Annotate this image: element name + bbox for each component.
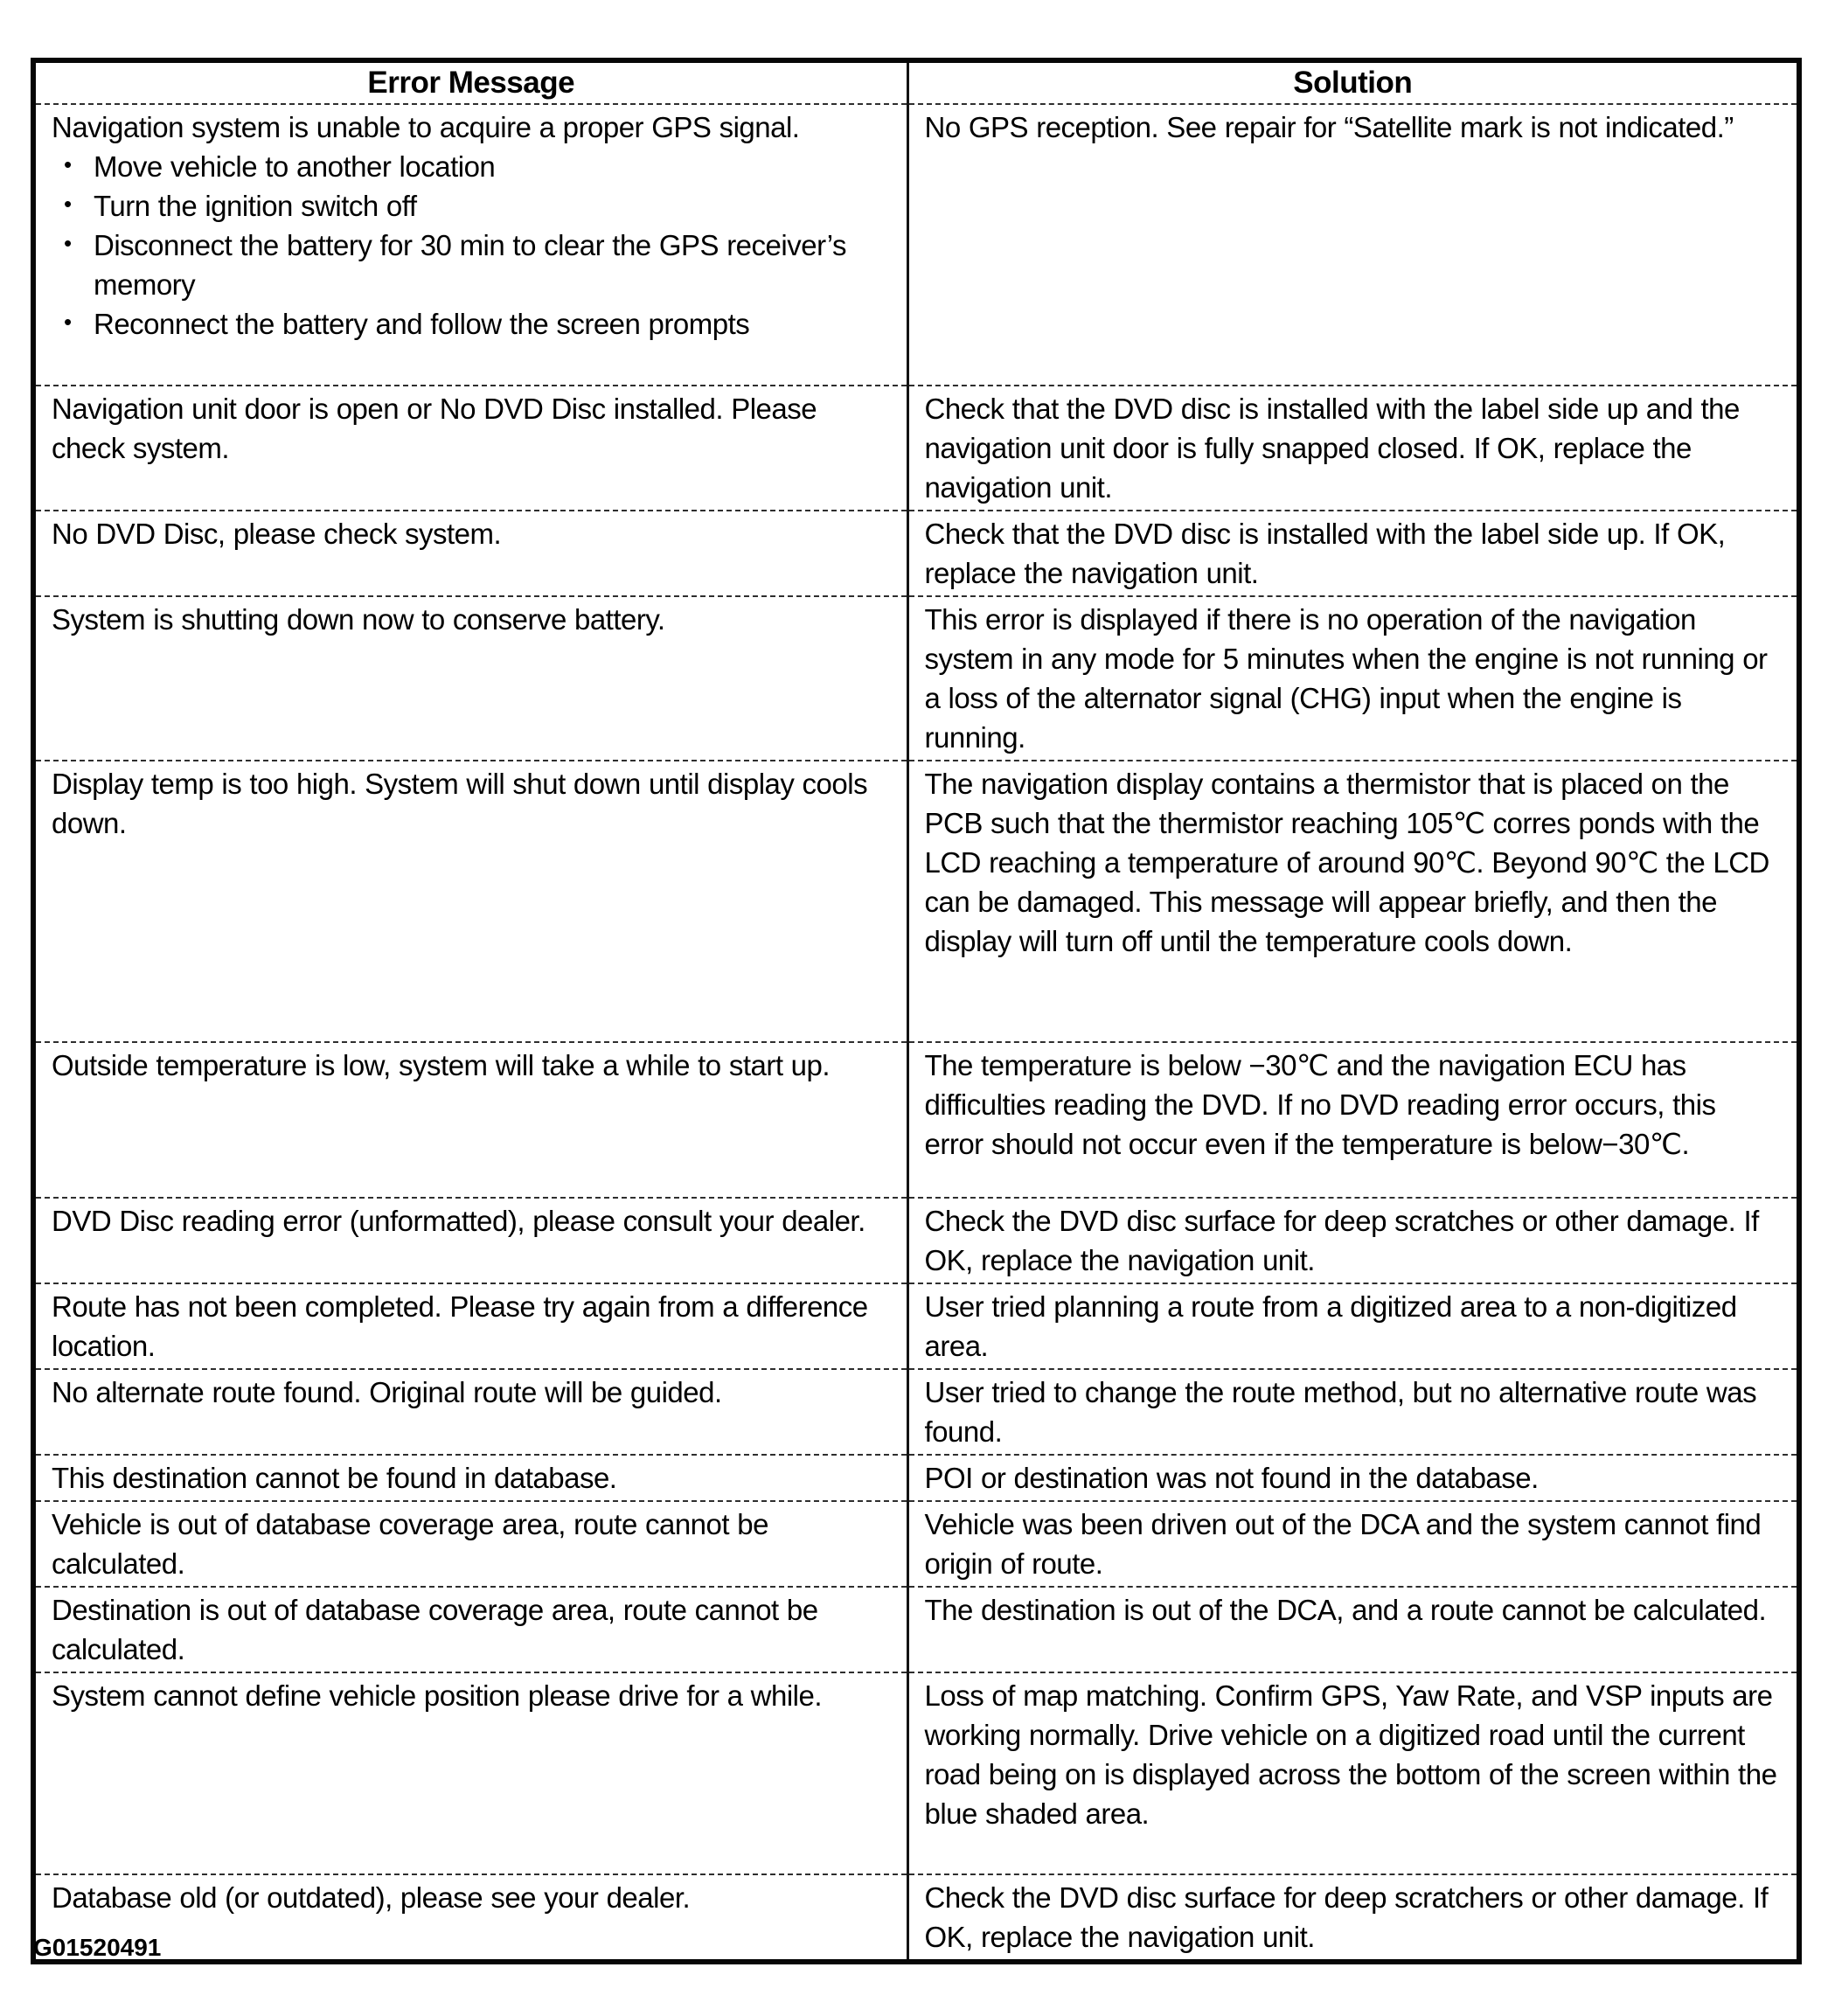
table-row — [33, 1587, 1799, 1672]
solution-cell: Loss of map matching. Confirm GPS, Yaw Rate, and VSP inputs are working normally. Drive vehicle on a digitized road until the current road being on is displayed across the bottom of the screen within the blue shaded area. — [924, 1679, 1777, 1830]
error-message-cell: Navigation unit door is open or No DVD Disc installed. Please check system. — [33, 386, 907, 511]
error-bullet-list — [52, 147, 891, 344]
error-message-cell: System is shutting down now to conserve battery. — [33, 596, 907, 761]
solution-cell: Check that the DVD disc is installed with the label side up. If OK, replace the navigation unit. — [924, 518, 1726, 589]
table-row — [33, 1455, 1799, 1501]
solution-cell: Check the DVD disc surface for deep scratches or other damage. If OK, replace the navigation unit. — [924, 1205, 1759, 1276]
error-message-cell: This destination cannot be found in database. — [33, 1455, 907, 1501]
solution-cell: The navigation display contains a thermistor that is placed on the PCB such that the thermistor reaching 105℃ corres ponds with the LCD reaching a temperature of around 90℃. Beyond 90℃ the LCD can be damaged. This message will appear briefly, and then the display will turn off until the temperature cools down. — [924, 768, 1769, 957]
table-row — [33, 511, 1799, 596]
error-text: Navigation system is unable to acquire a proper GPS signal. — [52, 111, 800, 143]
error-message-cell: Vehicle is out of database coverage area, route cannot be calculated. — [33, 1501, 907, 1587]
bullet-item: • Move vehicle to another location — [52, 147, 891, 186]
bullet-item: • Disconnect the battery for 30 min to clear the GPS receiver’s memory — [52, 226, 891, 304]
error-solution-table — [31, 58, 1802, 1964]
figure-id-label: G01520491 — [33, 1934, 162, 1961]
error-message-cell: No alternate route found. Original route will be guided. — [33, 1369, 907, 1455]
error-message-cell: Database old (or outdated), please see your dealer. — [33, 1874, 907, 1962]
bullet-item: • Reconnect the battery and follow the screen prompts — [52, 304, 891, 344]
bullet-item: • Turn the ignition switch off — [52, 186, 891, 226]
solution-cell: Check the DVD disc surface for deep scratchers or other damage. If OK, replace the navigation unit. — [924, 1881, 1769, 1953]
table-row — [33, 1283, 1799, 1369]
table-row — [33, 1874, 1799, 1962]
error-message-cell: Outside temperature is low, system will take a while to start up. — [33, 1042, 907, 1198]
solution-cell: Vehicle was been driven out of the DCA and the system cannot find origin of route. — [924, 1508, 1762, 1580]
solution-cell: User tried planning a route from a digitized area to a non-digitized area. — [924, 1290, 1737, 1362]
error-message-cell: Destination is out of database coverage area, route cannot be calculated. — [33, 1587, 907, 1672]
solution-cell: The temperature is below −30℃ and the navigation ECU has difficulties reading the DVD. If no DVD reading error occurs, this error should not occur even if the temperature is below−30℃. — [924, 1049, 1716, 1160]
column-header-solution: Solution — [1293, 66, 1413, 100]
error-message-cell: Display temp is too high. System will shut down until display cools down. — [33, 761, 907, 1042]
table-row — [33, 761, 1799, 1042]
solution-cell: No GPS reception. See repair for “Satellite mark is not indicated.” — [924, 111, 1734, 143]
table-row — [33, 1042, 1799, 1198]
table-row — [33, 1501, 1799, 1587]
header-row — [33, 60, 1799, 104]
solution-cell: Check that the DVD disc is installed with the label side up and the navigation unit door is fully snapped closed. If OK, replace the navigation unit. — [924, 393, 1740, 504]
error-message-cell: DVD Disc reading error (unformatted), please consult your dealer. — [33, 1198, 907, 1283]
error-message-cell: Route has not been completed. Please try again from a difference location. — [33, 1283, 907, 1369]
solution-cell: POI or destination was not found in the database. — [924, 1462, 1539, 1494]
table-row — [33, 596, 1799, 761]
error-message-cell: No DVD Disc, please check system. — [33, 511, 907, 596]
column-header-error-message: Error Message — [33, 60, 907, 104]
table-row — [33, 1369, 1799, 1455]
table-row — [33, 104, 1799, 386]
error-message-cell — [33, 104, 907, 386]
table-row — [33, 1198, 1799, 1283]
table-row — [33, 1672, 1799, 1874]
solution-cell: User tried to change the route method, but no alternative route was found. — [924, 1376, 1757, 1448]
table-row — [33, 386, 1799, 511]
error-message-cell: System cannot define vehicle position please drive for a while. — [33, 1672, 907, 1874]
solution-cell: The destination is out of the DCA, and a route cannot be calculated. — [924, 1594, 1767, 1626]
solution-cell: This error is displayed if there is no operation of the navigation system in any mode for 5 minutes when the engine is not running or a loss of the alternator signal (CHG) input when the engine is running. — [924, 603, 1768, 754]
